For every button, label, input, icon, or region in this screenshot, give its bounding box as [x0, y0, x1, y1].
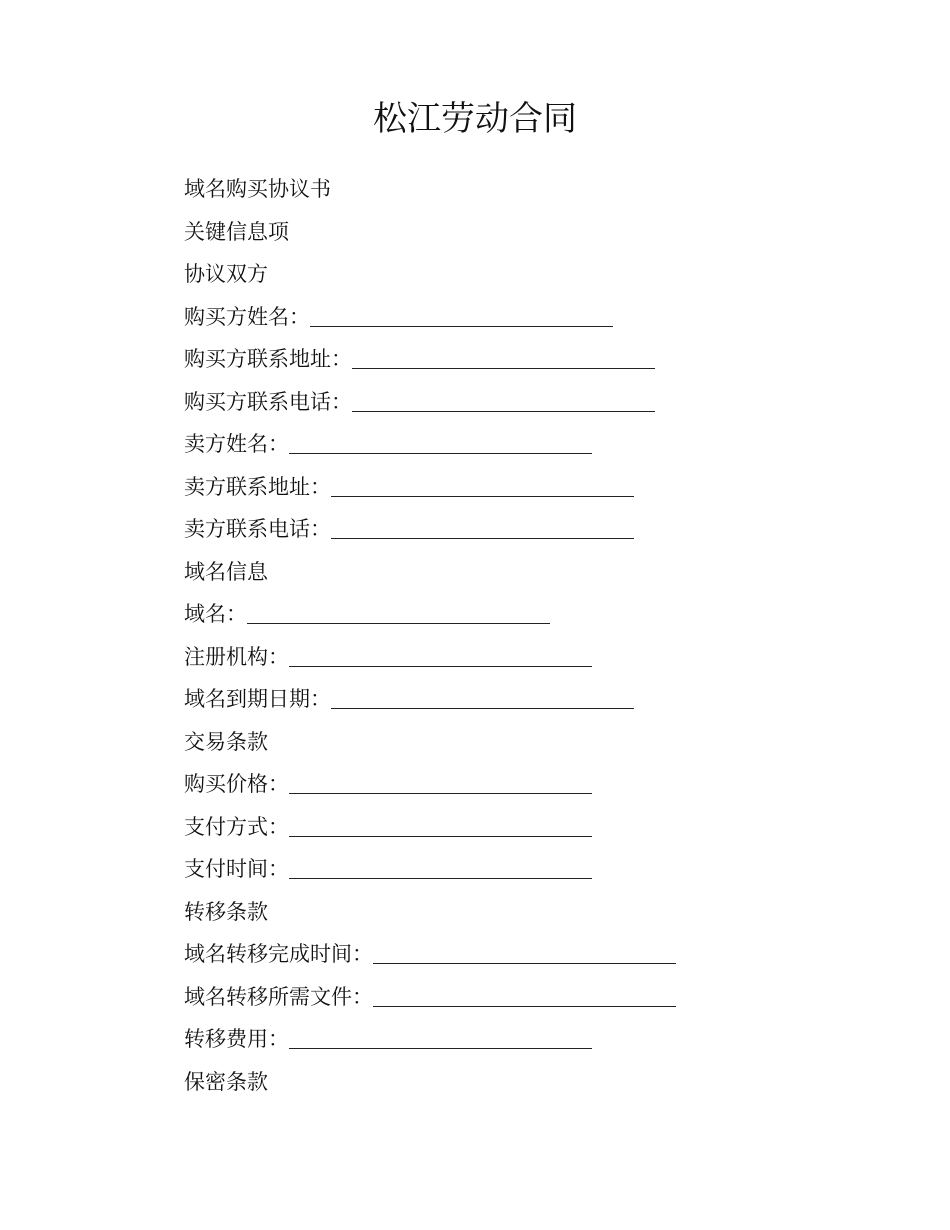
line-transfer-terms-heading: [184, 891, 804, 934]
line-buyer-name: [184, 296, 804, 339]
fill-blank[interactable]: [289, 636, 592, 667]
line-key-info-heading: [184, 211, 804, 254]
field-label: 支付方式：: [184, 814, 289, 839]
line-text: 交易条款: [184, 729, 268, 754]
line-purchase-price: [184, 763, 804, 806]
field-label: 域名转移所需文件：: [184, 984, 373, 1009]
line-buyer-phone: [184, 381, 804, 424]
line-text: 域名信息: [184, 559, 268, 584]
field-label: 购买方联系电话：: [184, 389, 352, 414]
line-domain-name: [184, 593, 804, 636]
field-label: 卖方联系地址：: [184, 474, 331, 499]
line-transfer-documents: [184, 976, 804, 1019]
line-transfer-completion-time: [184, 933, 804, 976]
line-text: 保密条款: [184, 1069, 268, 1094]
line-text: 协议双方: [184, 262, 268, 286]
fill-blank[interactable]: [289, 423, 592, 454]
fill-blank[interactable]: [310, 296, 613, 327]
fill-blank[interactable]: [289, 1018, 592, 1049]
fill-blank[interactable]: [352, 338, 655, 369]
line-text: 转移条款: [184, 899, 268, 924]
line-payment-time: [184, 848, 804, 891]
fill-blank[interactable]: [289, 806, 592, 837]
line-domain-expiry: [184, 678, 804, 721]
field-label: 转移费用：: [184, 1027, 289, 1051]
agreement-lines: [184, 168, 804, 1103]
field-label: 购买方姓名：: [184, 304, 310, 329]
fill-blank[interactable]: [247, 593, 550, 624]
field-label: 域名：: [184, 602, 247, 626]
field-label: 域名到期日期：: [184, 687, 331, 711]
line-seller-phone: [184, 508, 804, 551]
line-seller-address: [184, 466, 804, 509]
line-agreement-heading: [184, 168, 804, 211]
field-label: 支付时间：: [184, 857, 289, 881]
fill-blank[interactable]: [289, 848, 592, 879]
line-confidentiality-heading: [184, 1061, 804, 1104]
fill-blank[interactable]: [352, 381, 655, 412]
line-transfer-fee: [184, 1018, 804, 1061]
line-domain-info-heading: [184, 551, 804, 594]
document-title: 松江劳动合同: [373, 99, 577, 139]
line-parties-heading: [184, 253, 804, 296]
line-seller-name: [184, 423, 804, 466]
fill-blank[interactable]: [289, 763, 592, 794]
fill-blank[interactable]: [331, 466, 634, 497]
field-label: 购买价格：: [184, 772, 289, 796]
line-buyer-address: [184, 338, 804, 381]
fill-blank[interactable]: [373, 933, 676, 964]
field-label: 购买方联系地址：: [184, 347, 352, 371]
line-trade-terms-heading: [184, 721, 804, 764]
line-text: 关键信息项: [184, 219, 289, 244]
field-label: 卖方姓名：: [184, 432, 289, 456]
line-registrar: [184, 636, 804, 679]
fill-blank[interactable]: [373, 976, 676, 1007]
fill-blank[interactable]: [331, 508, 634, 539]
line-text: 域名购买协议书: [184, 177, 331, 201]
fill-blank[interactable]: [331, 678, 634, 709]
field-label: 注册机构：: [184, 644, 289, 669]
field-label: 卖方联系电话：: [184, 517, 331, 541]
line-payment-method: [184, 806, 804, 849]
field-label: 域名转移完成时间：: [184, 942, 373, 966]
